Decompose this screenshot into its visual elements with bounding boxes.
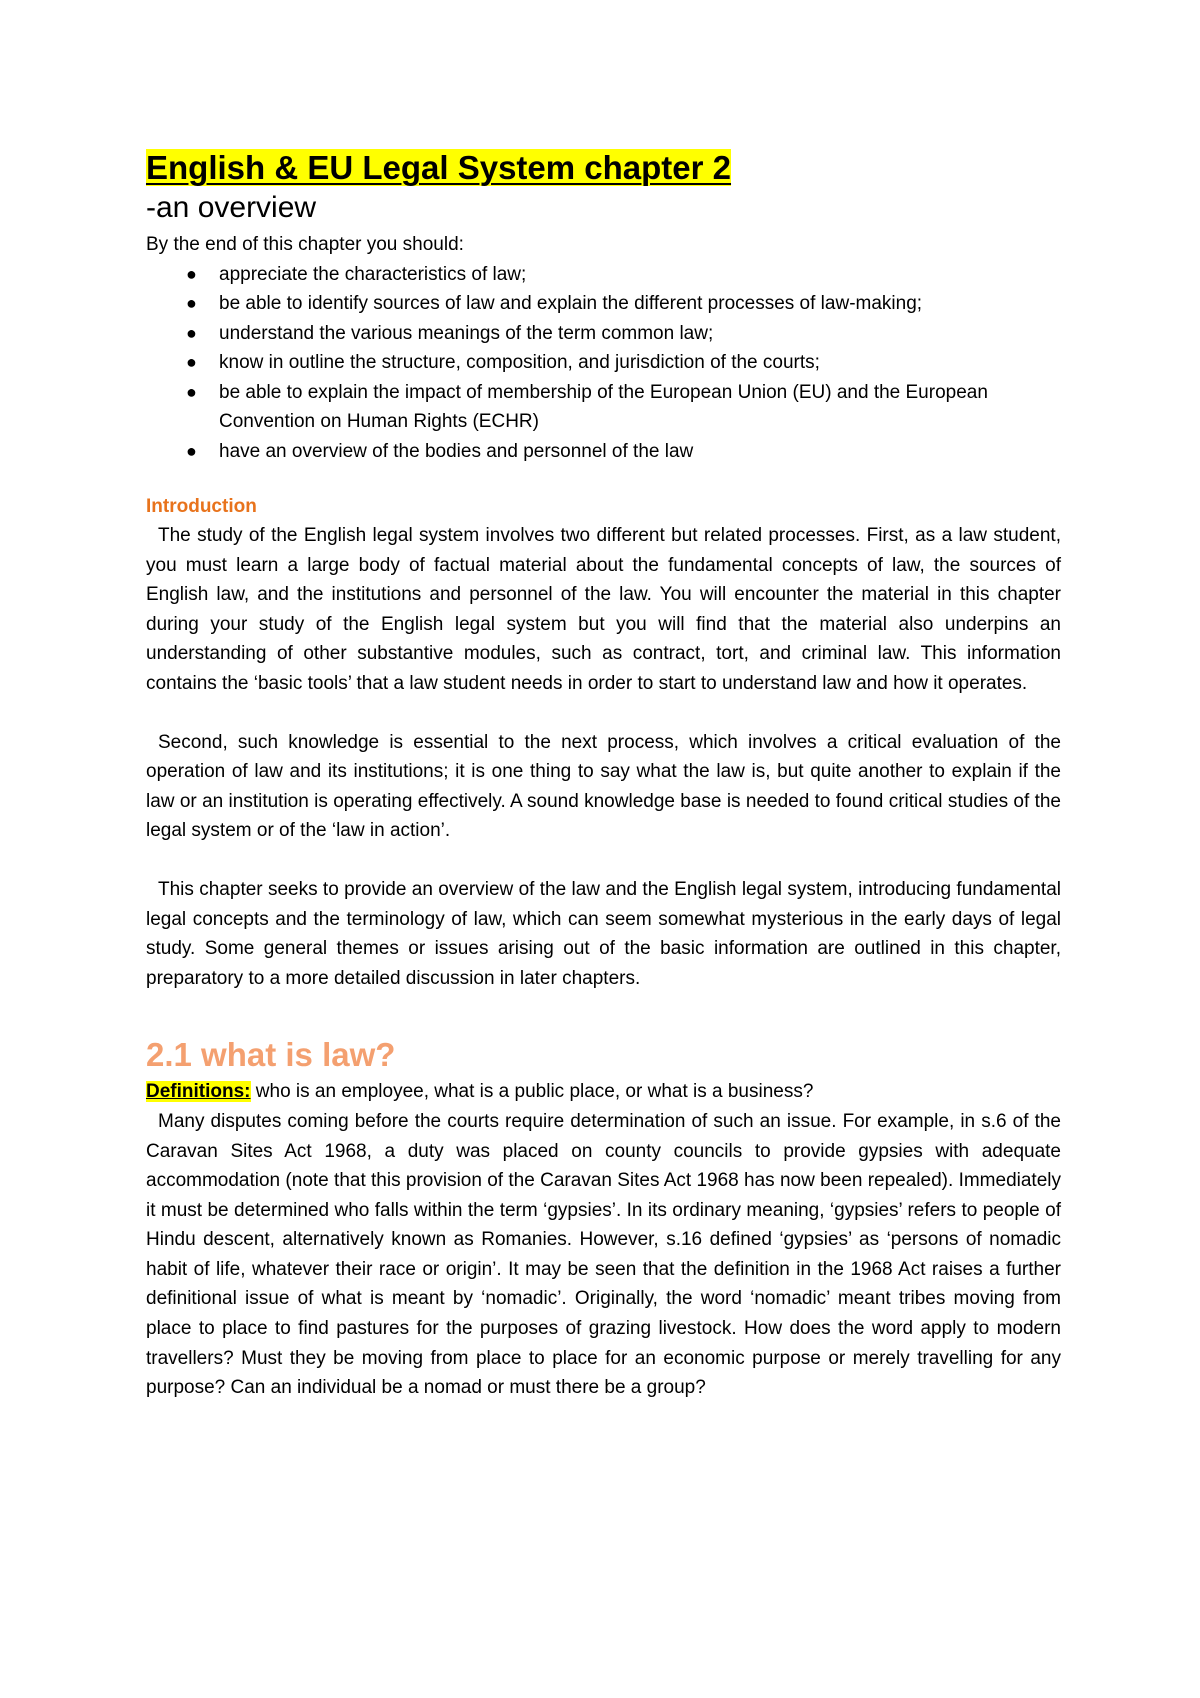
document-page	[146, 148, 1061, 1403]
section-2-1-paragraph	[146, 1107, 1061, 1403]
paragraph-text: Second, such knowledge is essential to the next process, which involves a critical evaluation of the operation of law and its institutions; it is one thing to say what the law is, but quite another to explain if the law or an institution is operating effectively. A sound knowledge base is needed to found critical studies of the legal system or of the ‘law in action’.	[146, 731, 1061, 842]
objective-item	[146, 319, 1061, 349]
introduction-paragraph-1	[146, 521, 1061, 699]
objective-text: understand the various meanings of the term common law;	[219, 322, 714, 344]
document-subtitle: -an overview	[146, 191, 317, 224]
objective-item	[146, 260, 1061, 290]
objective-item	[146, 378, 1061, 437]
definitions-text: who is an employee, what is a public place, or what is a business?	[250, 1081, 814, 1103]
definitions-line	[146, 1077, 1061, 1107]
objective-text: have an overview of the bodies and personnel of the law	[219, 440, 694, 462]
objectives-list	[146, 260, 1061, 467]
paragraph-text: The study of the English legal system involves two different but related processes. First, as a law student, you must learn a large body of factual material about the fundamental concepts of law, the sources of English law, and the institutions and personnel of the law. You will encounter the material in this chapter during your study of the English legal system but you will find that the material also underpins an understanding of other substantive modules, such as contract, tort, and criminal law. This information contains the ‘basic tools’ that a law student needs in order to start to understand law and how it operates.	[146, 525, 1061, 694]
bullet-icon: ●	[186, 322, 197, 343]
document-title	[146, 148, 1061, 188]
introduction-heading: Introduction	[146, 496, 257, 517]
bullet-icon: ●	[186, 263, 197, 284]
bullet-icon: ●	[186, 381, 197, 402]
objective-text: be able to explain the impact of membership of the European Union (EU) and the European Convention on Human Rights (ECHR)	[219, 381, 988, 432]
document-title-text: English & EU Legal System chapter 2	[146, 149, 732, 186]
objective-item	[146, 437, 1061, 467]
paragraph-text: This chapter seeks to provide an overview of the law and the English legal system, introducing fundamental legal concepts and the terminology of law, which can seem somewhat mysterious in the early days of legal study. Some general themes or issues arising out of the basic information are outlined in this chapter, preparatory to a more detailed discussion in later chapters.	[146, 878, 1061, 989]
introduction-paragraph-3	[146, 875, 1061, 993]
bullet-icon: ●	[186, 352, 197, 372]
section-heading-2-1: 2.1 what is law?	[146, 1036, 396, 1074]
objective-text: appreciate the characteristics of law;	[219, 263, 527, 285]
paragraph-text: Many disputes coming before the courts require determination of such an issue. For example, in s.6 of the Caravan Sites Act 1968, a duty was placed on county councils to provide gypsies with adequate accommodation (note that this provision of the Caravan Sites Act 1968 has now been repealed). Immediately it must be determined who falls within the term ‘gypsies’. In its ordinary meaning, ‘gypsies’ refers to people of Hindu descent, alternatively known as Romanies. However, s.16 defined ‘gypsies’ as ‘persons of nomadic habit of life, whatever their race or origin’. It may be seen that the definition in the 1968 Act raises a further definitional issue of what is meant by ‘nomadic’. Originally, the word ‘nomadic’ meant tribes moving from place to place to find pastures for the purposes of grazing livestock. How does the word apply to modern travellers? Must they be moving from place to place for an economic purpose or merely travelling for any purpose? Can an individual be a nomad or must there be a group?	[146, 1110, 1061, 1399]
definitions-label: Definitions:	[146, 1081, 251, 1103]
introduction-paragraph-2	[146, 728, 1061, 846]
objective-item	[146, 348, 1061, 378]
objective-item	[146, 289, 1061, 319]
objectives-intro: By the end of this chapter you should:	[146, 234, 464, 255]
bullet-icon: ●	[186, 293, 197, 313]
objective-text: be able to identify sources of law and explain the different processes of law-making;	[219, 293, 923, 314]
objective-text: know in outline the structure, composition, and jurisdiction of the courts;	[219, 352, 820, 373]
bullet-icon: ●	[186, 440, 197, 461]
